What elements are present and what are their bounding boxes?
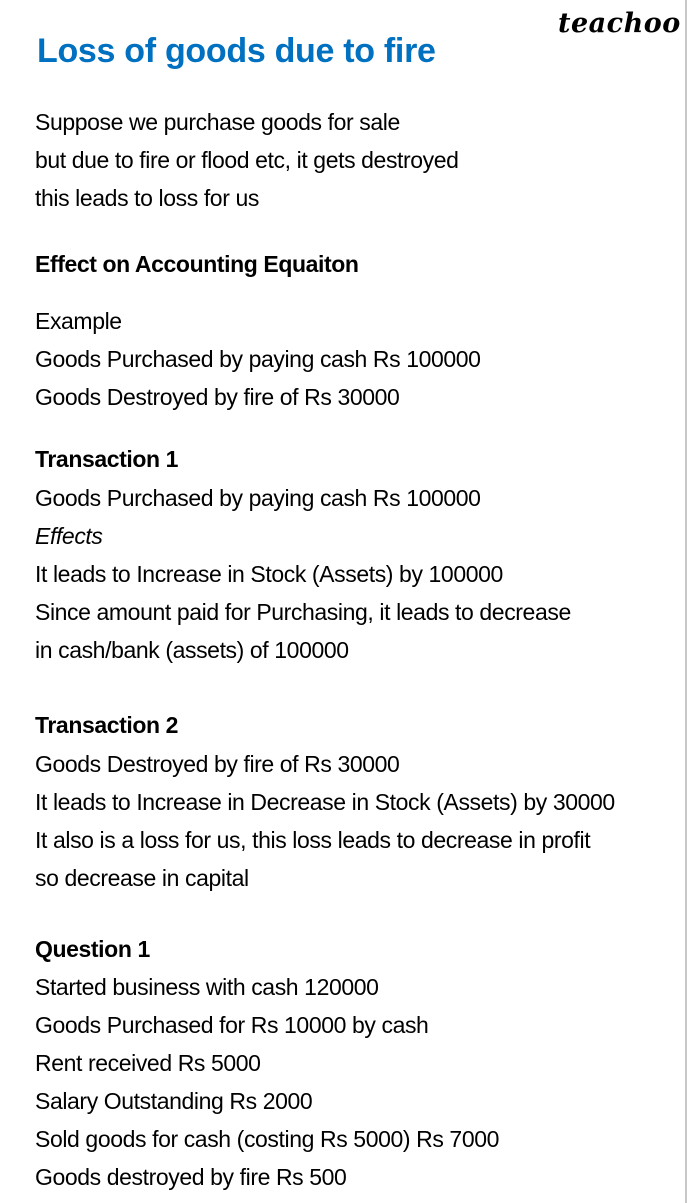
transaction-1-effect-line-2: Since amount paid for Purchasing, it leads to decrease	[35, 599, 571, 625]
intro-line-3: this leads to loss for us	[35, 185, 259, 211]
intro-line-1: Suppose we purchase goods for sale	[35, 109, 400, 135]
question-1-line-3: Rent received Rs 5000	[35, 1050, 261, 1076]
transaction-1-effect-line-1: It leads to Increase in Stock (Assets) by 100000	[35, 561, 503, 587]
transaction-2-heading: Transaction 2	[35, 712, 179, 738]
question-1-line-6: Goods destroyed by fire Rs 500	[35, 1164, 347, 1190]
question-1-line-4: Salary Outstanding Rs 2000	[35, 1088, 313, 1114]
question-1-line-1: Started business with cash 120000	[35, 974, 379, 1000]
transaction-1-heading: Transaction 1	[35, 446, 179, 472]
page-edge-divider	[685, 0, 687, 1203]
transaction-2-line-3: It also is a loss for us, this loss leads to decrease in profit	[35, 827, 591, 853]
intro-line-2: but due to fire or flood etc, it gets destroyed	[35, 147, 459, 173]
transaction-1-description: Goods Purchased by paying cash Rs 100000	[35, 485, 481, 511]
question-1-line-5: Sold goods for cash (costing Rs 5000) Rs 7000	[35, 1126, 499, 1152]
transaction-1-effects-label: Effects	[35, 523, 103, 549]
page-title: Loss of goods due to fire	[37, 32, 436, 70]
example-line-2: Goods Destroyed by fire of Rs 30000	[35, 384, 400, 410]
example-label: Example	[35, 308, 122, 334]
teachoo-logo: teachoo	[558, 8, 681, 39]
section-heading: Effect on Accounting Equaiton	[35, 251, 359, 277]
question-1-line-2: Goods Purchased for Rs 10000 by cash	[35, 1012, 429, 1038]
transaction-2-line-1: Goods Destroyed by fire of Rs 30000	[35, 751, 400, 777]
transaction-2-line-2: It leads to Increase in Decrease in Stock (Assets) by 30000	[35, 789, 615, 815]
transaction-1-effect-line-3: in cash/bank (assets) of 100000	[35, 637, 349, 663]
example-line-1: Goods Purchased by paying cash Rs 100000	[35, 346, 481, 372]
question-1-heading: Question 1	[35, 936, 150, 962]
transaction-2-line-4: so decrease in capital	[35, 865, 249, 891]
